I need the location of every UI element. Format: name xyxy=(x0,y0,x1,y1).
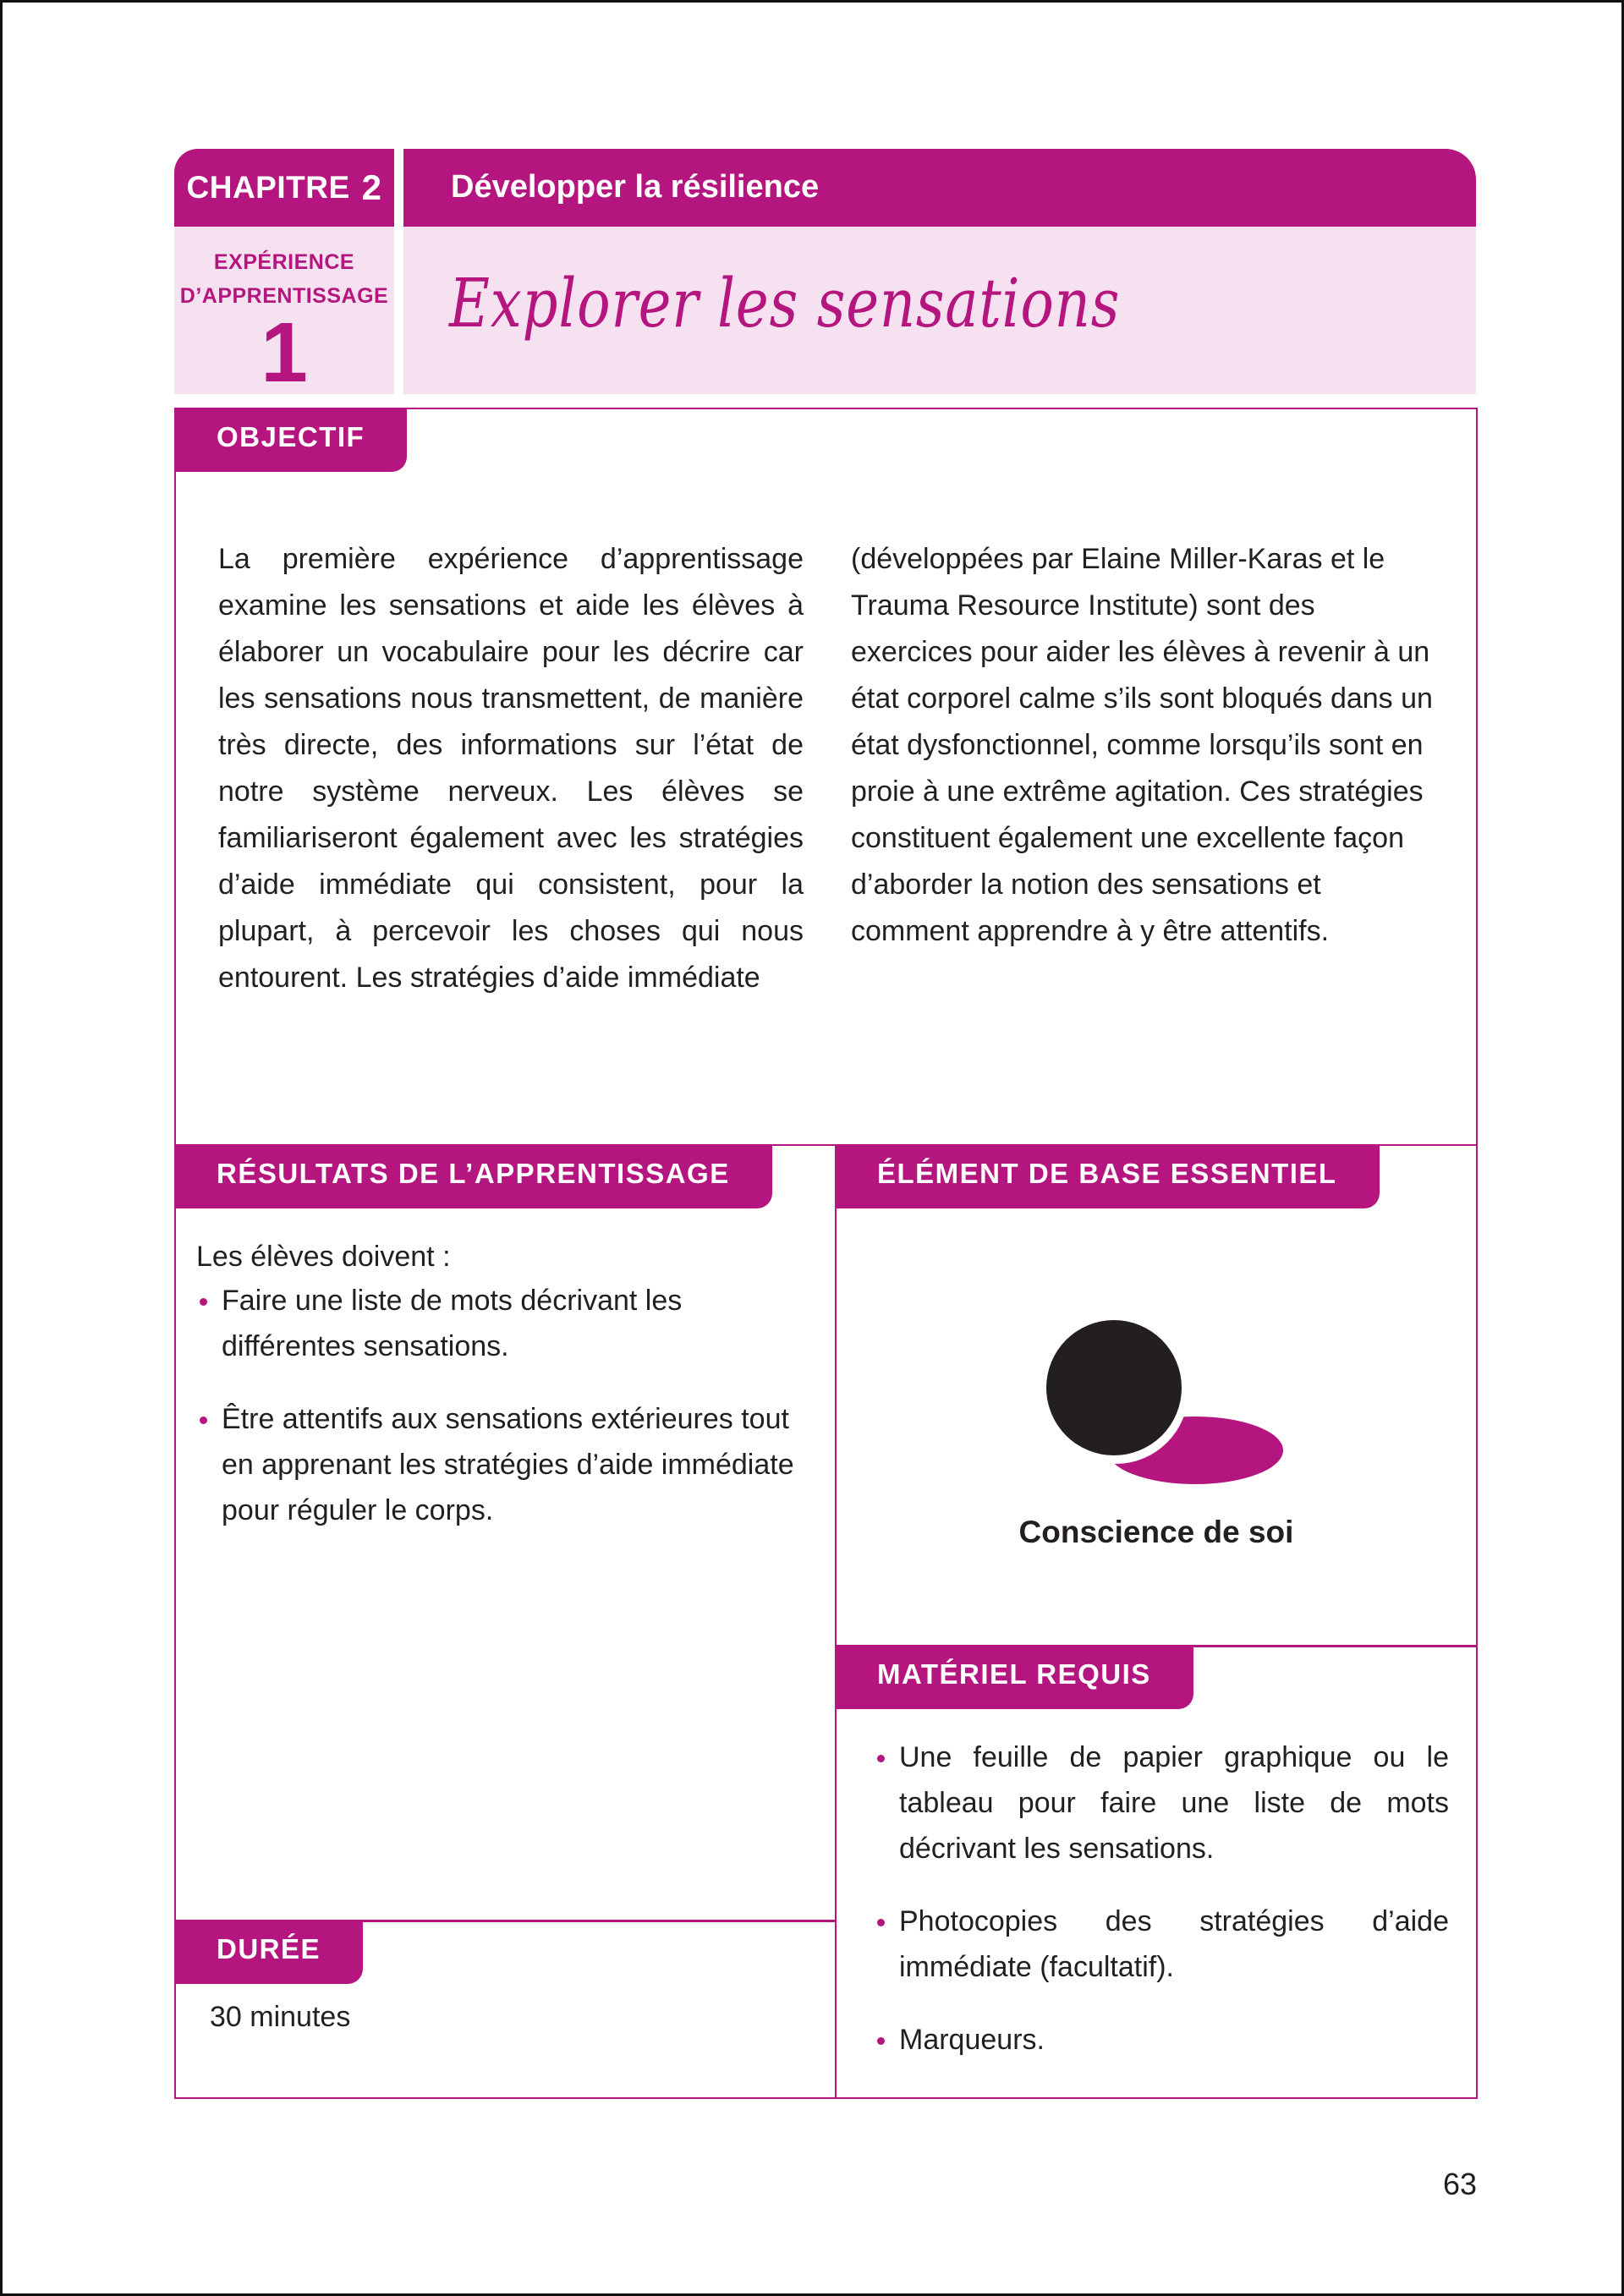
learning-results-tab: RÉSULTATS DE L’APPRENTISSAGE xyxy=(174,1144,772,1208)
duration-section xyxy=(174,1920,837,2099)
experience-label-line1: EXPÉRIENCE xyxy=(213,250,355,274)
chapter-badge xyxy=(174,149,394,227)
chapter-title-bar xyxy=(403,149,1476,227)
learning-results-list xyxy=(196,1278,805,1560)
learning-results-section xyxy=(174,1144,837,1922)
materials-list xyxy=(874,1734,1449,2090)
learning-results-intro: Les élèves doivent : xyxy=(196,1241,451,1273)
list-item: Une feuille de papier graphique ou le tableau pour faire une liste de mots décrivant les sensations. xyxy=(874,1734,1449,1871)
objective-columns xyxy=(218,536,1436,1001)
essential-element-label: Conscience de soi xyxy=(1018,1515,1294,1549)
list-item: Photocopies des stratégies d’aide immédiate (facultatif). xyxy=(874,1899,1449,1990)
experience-badge xyxy=(174,227,394,400)
duration-value: 30 minutes xyxy=(210,2001,351,2033)
page-title: Explorer les sensations xyxy=(449,264,1121,342)
duration-tab: DURÉE xyxy=(174,1920,363,1984)
objective-tab: OBJECTIF xyxy=(174,408,407,472)
chapter-title: Développer la résilience xyxy=(451,169,820,205)
experience-label-line2: D’APPRENTISSAGE xyxy=(179,284,389,308)
essential-element-tab: ÉLÉMENT DE BASE ESSENTIEL xyxy=(835,1144,1380,1208)
experience-number: 1 xyxy=(261,305,308,400)
objective-section xyxy=(174,408,1478,1146)
chapter-label: CHAPITRE xyxy=(186,170,350,205)
list-item: Être attentifs aux sensations extérieures tout en apprenant les stratégies d’aide immédiate pour réguler le corps. xyxy=(196,1396,805,1533)
subtitle-banner xyxy=(403,227,1476,394)
list-item: Marqueurs. xyxy=(874,2017,1449,2063)
page-number: 63 xyxy=(1443,2167,1478,2201)
objective-column-2: (développées par Elaine Miller-Karas et le Trauma Resource Institute) sont des exercices pour aider les élèves à revenir à un état corporel calme s’ils sont bloqués dans un état dysfonctionnel, comme lorsqu’ils sont en proie à une extrême agitation. Ces stratégies constituent également une excellente façon d’aborder la notion des sensations et comment apprendre à y être attentifs. xyxy=(851,543,1433,947)
materials-tab: MATÉRIEL REQUIS xyxy=(835,1645,1193,1709)
objective-column-1: La première expérience d’apprentissage examine les sensations et aide les élèves à élaborer un vocabulaire pour les décrire car les sensations nous transmettent, de manière très directe, des informations sur l’état de notre système nerveux. Les élèves se familiariseront également avec les stratégies d’aide immédiate qui consistent, pour la plupart, à percevoir les choses qui nous entourent. Les stratégies d’aide immédiate xyxy=(218,543,804,994)
self-awareness-icon xyxy=(1046,1312,1283,1498)
list-item: Faire une liste de mots décrivant les différentes sensations. xyxy=(196,1278,805,1369)
materials-section xyxy=(835,1645,1478,2099)
essential-element-section xyxy=(835,1144,1478,1647)
chapter-number: 2 xyxy=(361,167,382,207)
icon-circle xyxy=(1046,1320,1182,1455)
